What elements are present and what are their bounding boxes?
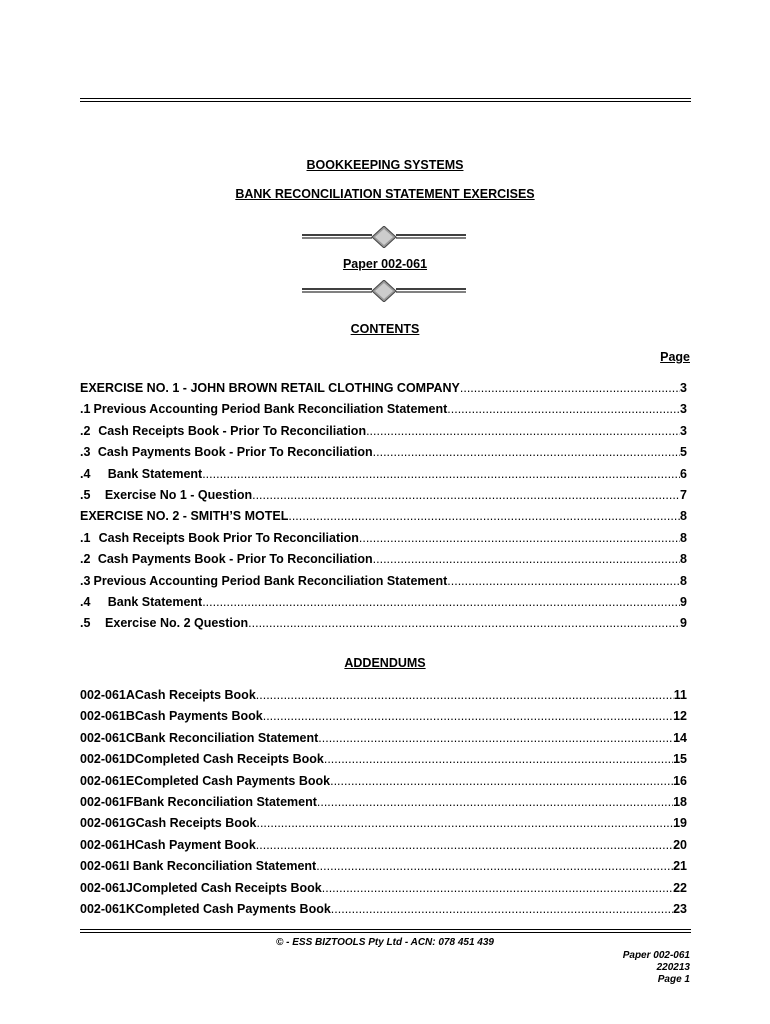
footer-paper: Paper 002-061 <box>622 950 690 961</box>
addendum-code: 002-061F <box>80 794 134 809</box>
toc-entry[interactable] <box>80 467 687 488</box>
toc-num: .3 <box>80 573 91 588</box>
toc-num: .5 <box>80 487 91 502</box>
addendum-entry[interactable] <box>80 838 687 859</box>
toc-num: .5 <box>80 616 91 631</box>
bottom-rule <box>80 929 691 930</box>
addendum-code: 002-061G <box>80 816 136 831</box>
footer-paper-info <box>623 950 690 986</box>
toc-text: Cash Receipts Book - Prior To Reconciliation <box>98 423 367 438</box>
addendum-page: 19 <box>673 816 687 831</box>
addendum-code: 002-061A <box>80 688 135 702</box>
addendum-entry[interactable] <box>80 902 687 923</box>
addendum-text: 002-061JCompleted Cash Receipts Book <box>80 880 322 895</box>
dot-leader <box>202 467 680 481</box>
dot-leader <box>316 859 673 873</box>
dot-leader <box>373 445 680 459</box>
toc-entry[interactable] <box>80 445 687 466</box>
dot-leader <box>288 509 680 523</box>
bottom-rule-thin <box>80 932 691 933</box>
toc-text: Cash Payments Book - Prior To Reconciliation <box>97 445 373 460</box>
addendum-code: 002-061H <box>80 837 135 852</box>
addendum-code: 002-061K <box>80 901 135 916</box>
addendum-text: Cash Payment Book <box>134 837 256 852</box>
toc-page: 8 <box>680 552 687 567</box>
addendum-page: 11 <box>673 688 687 702</box>
addendum-text: Completed Cash Payments Book <box>134 773 331 788</box>
dot-leader <box>317 795 673 809</box>
addendum-entry[interactable] <box>80 752 687 773</box>
paper-number: Paper 002-061 <box>342 257 428 271</box>
dot-leader <box>263 709 673 723</box>
addendum-page: 15 <box>673 752 687 767</box>
addendum-entry[interactable] <box>80 881 687 902</box>
toc-text: Cash Payments Book - Prior To Reconciliation <box>97 552 373 567</box>
addendum-code: 002-061D <box>80 752 135 767</box>
toc-page: 8 <box>680 573 687 588</box>
toc-page: 9 <box>680 594 687 609</box>
toc-text: Bank Statement <box>107 594 203 609</box>
toc-text: Cash Receipts Book Prior To Reconciliation <box>98 530 359 545</box>
toc-text: Exercise No. 2 Question <box>105 616 249 631</box>
doc-title: BOOKKEEPING SYSTEMS <box>306 158 464 172</box>
toc-num: .4 <box>80 466 91 481</box>
dot-leader <box>256 838 673 852</box>
dot-leader <box>202 595 680 609</box>
addendum-text: Cash Receipts Book <box>134 688 256 702</box>
dot-leader <box>359 531 680 545</box>
dot-leader <box>447 402 680 416</box>
addendum-page: 22 <box>673 880 687 895</box>
addendum-entry[interactable] <box>80 774 687 795</box>
toc-page: 3 <box>680 381 687 395</box>
toc-entry[interactable] <box>80 552 687 573</box>
toc-entry[interactable] <box>80 381 687 402</box>
toc-entry[interactable] <box>80 488 687 509</box>
dot-leader <box>460 381 680 395</box>
top-rule <box>80 98 691 99</box>
dot-leader <box>318 731 673 745</box>
toc-num: .1 <box>80 402 91 417</box>
addendum-entry[interactable] <box>80 709 687 730</box>
dot-leader <box>322 881 673 895</box>
addendum-entry[interactable] <box>80 816 687 837</box>
dot-leader <box>373 552 680 566</box>
dot-leader <box>256 688 674 702</box>
addendum-code: 002-061B <box>80 709 135 724</box>
footer-code: 220213 <box>656 962 690 973</box>
toc-text: Bank Statement <box>107 466 203 481</box>
dot-leader <box>248 616 680 630</box>
dot-leader <box>331 902 673 916</box>
toc-page: 5 <box>680 445 687 460</box>
toc-text: Exercise No 1 - Question <box>104 487 253 502</box>
addendum-entry[interactable] <box>80 688 687 709</box>
dot-leader <box>324 752 673 766</box>
dot-leader <box>447 574 680 588</box>
addendum-text: Cash Receipts Book <box>135 816 257 831</box>
toc-num: .3 <box>80 445 91 460</box>
footer-copyright: © - ESS BIZTOOLS Pty Ltd - ACN: 078 451 439 <box>276 937 494 948</box>
toc-text: Previous Accounting Period Bank Reconciliation Statement <box>93 573 448 588</box>
toc-num: .4 <box>80 594 91 609</box>
toc-entry[interactable] <box>80 402 687 423</box>
dot-leader <box>330 774 673 788</box>
addendums-heading: ADDENDUMS <box>344 656 426 670</box>
addendum-page: 21 <box>673 859 687 874</box>
footer-page: Page 1 <box>657 974 690 985</box>
dot-leader <box>366 424 680 438</box>
toc-text: EXERCISE NO. 2 - SMITH’S MOTEL <box>80 509 289 524</box>
addendum-entry[interactable] <box>80 795 687 816</box>
toc-text: Previous Accounting Period Bank Reconciliation Statement <box>93 402 448 417</box>
addendum-code: 002-061C <box>80 730 135 745</box>
addendum-page: 16 <box>673 773 687 788</box>
addendum-list <box>80 688 687 923</box>
addendum-page: 23 <box>673 901 687 916</box>
doc-subtitle: BANK RECONCILIATION STATEMENT EXERCISES <box>235 187 535 201</box>
toc-num: .2 <box>80 423 91 438</box>
diamond-ornament-bottom <box>300 280 468 302</box>
toc-text: EXERCISE NO. 1 - JOHN BROWN RETAIL CLOTHING COMPANY <box>80 381 460 395</box>
toc-num: .2 <box>80 552 91 567</box>
addendum-text: Cash Payments Book <box>134 709 263 724</box>
dot-leader <box>256 816 673 830</box>
toc-entry[interactable] <box>80 595 687 616</box>
addendum-entry[interactable] <box>80 859 687 880</box>
addendum-page: 18 <box>673 794 687 809</box>
toc-page: 8 <box>680 530 687 545</box>
addendum-text: Bank Reconciliation Statement <box>133 794 317 809</box>
addendum-page: 12 <box>673 709 687 724</box>
contents-heading: CONTENTS <box>350 322 420 336</box>
addendum-text: Completed Cash Receipts Book <box>134 752 324 767</box>
toc-entry[interactable] <box>80 574 687 595</box>
toc-list <box>80 381 687 638</box>
toc-page: 9 <box>680 616 687 631</box>
toc-entry[interactable] <box>80 531 687 552</box>
dot-leader <box>252 488 680 502</box>
toc-page: 3 <box>680 423 687 438</box>
toc-entry[interactable] <box>80 509 687 530</box>
page-column-label: Page <box>660 350 690 364</box>
toc-entry[interactable] <box>80 616 687 637</box>
toc-page: 8 <box>680 509 687 524</box>
addendum-entry[interactable] <box>80 731 687 752</box>
addendum-text: Completed Cash Payments Book <box>134 901 331 916</box>
top-rule-thin <box>80 101 691 102</box>
addendum-text: 002-061I Bank Reconciliation Statement <box>80 859 317 874</box>
toc-page: 3 <box>680 402 687 417</box>
diamond-ornament-top <box>300 226 468 248</box>
toc-page: 6 <box>680 466 687 481</box>
addendum-page: 14 <box>673 730 687 745</box>
toc-entry[interactable] <box>80 424 687 445</box>
toc-page: 7 <box>680 487 687 502</box>
addendum-text: Bank Reconciliation Statement <box>134 730 319 745</box>
addendum-page: 20 <box>673 837 687 852</box>
toc-num: .1 <box>80 530 91 545</box>
addendum-code: 002-061E <box>80 773 135 788</box>
